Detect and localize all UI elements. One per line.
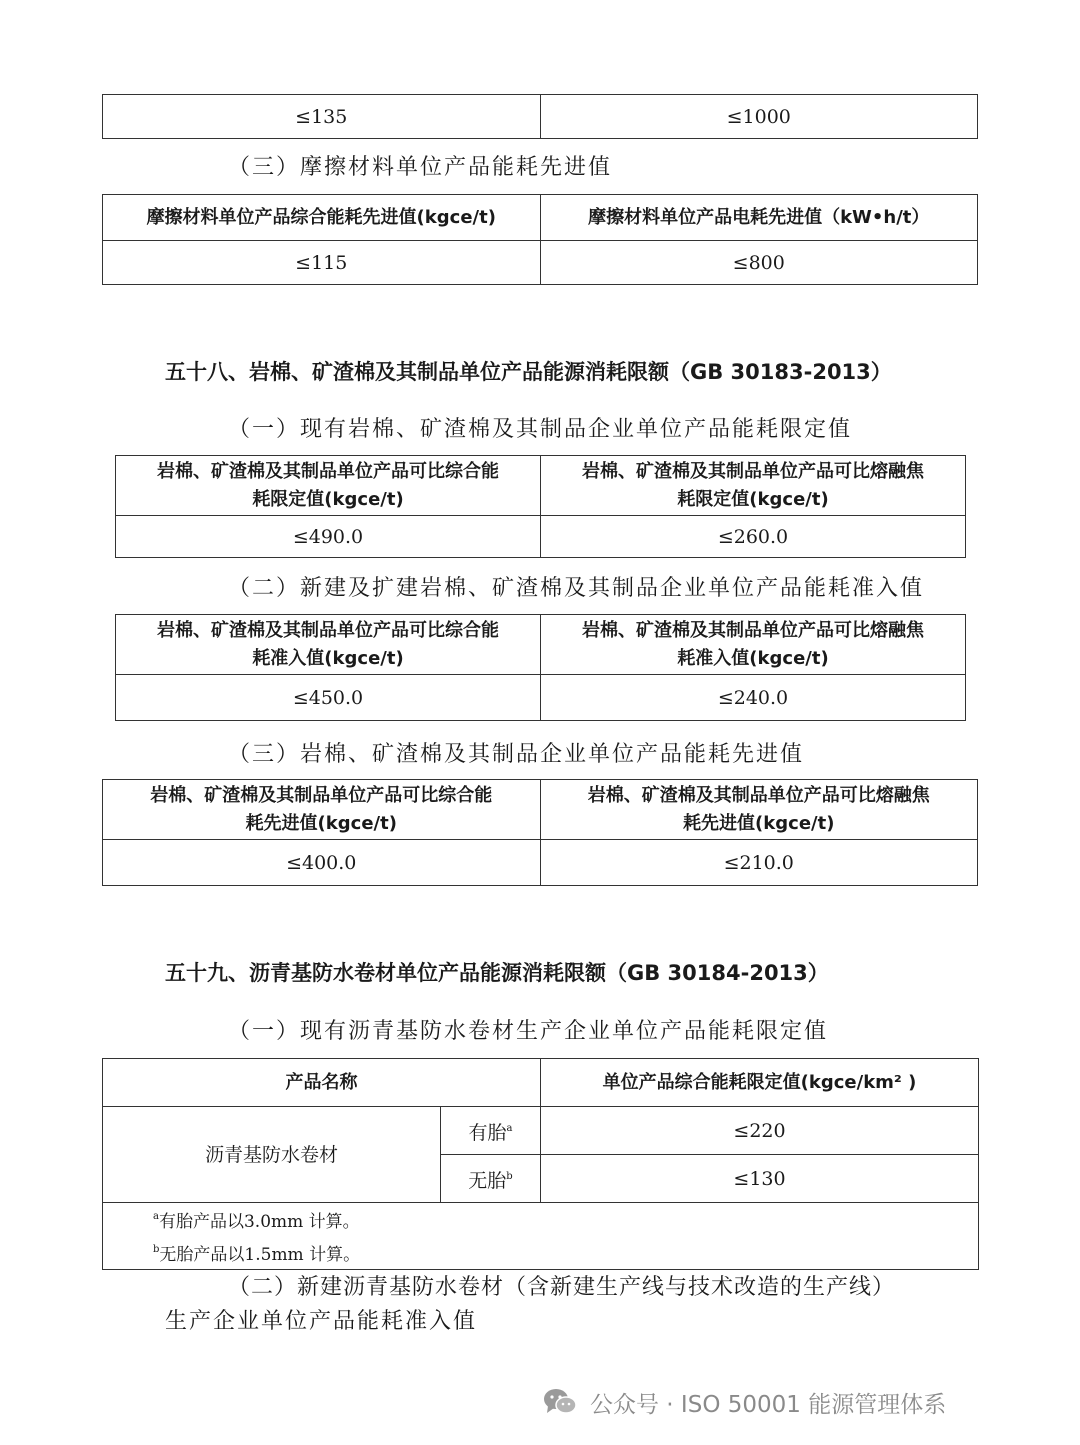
footnote-mark: a	[153, 1211, 159, 1222]
section-caption: （三）岩棉、矿渣棉及其制品企业单位产品能耗先进值	[228, 742, 805, 767]
cell-value: ≤135	[103, 95, 541, 139]
cell-value: ≤800	[540, 241, 978, 285]
cell-value: ≤115	[103, 241, 541, 285]
cell-value: ≤1000	[540, 95, 978, 139]
column-header: 摩擦材料单位产品综合能耗先进值(kgce/t)	[103, 195, 541, 241]
column-header	[116, 615, 541, 675]
cell-value: ≤220	[541, 1107, 979, 1155]
section-caption: （三）摩擦材料单位产品能耗先进值	[228, 155, 613, 180]
section-title: 五十九、沥青基防水卷材单位产品能源消耗限额（GB 30184-2013）	[165, 961, 829, 985]
table-asphalt-limit	[102, 1058, 979, 1270]
header-line: 岩棉、矿渣棉及其制品单位产品可比熔融焦	[582, 460, 924, 482]
section-title: 五十八、岩棉、矿渣棉及其制品单位产品能源消耗限额（GB 30183-2013）	[165, 360, 892, 384]
header-line: 耗限定值(kgce/t)	[677, 488, 829, 510]
header-line: 岩棉、矿渣棉及其制品单位产品可比熔融焦	[587, 784, 930, 806]
cell-value: ≤130	[541, 1155, 979, 1203]
type-label: 有胎	[468, 1121, 507, 1144]
footnote-text: 有胎产品以3.0mm 计算。	[158, 1212, 360, 1232]
footnote-text: 无胎产品以1.5mm 计算。	[159, 1245, 361, 1265]
table-rockwool-advanced	[102, 779, 978, 886]
column-header	[541, 615, 966, 675]
section-caption: （二）新建沥青基防水卷材（含新建生产线与技术改造的生产线）	[228, 1275, 896, 1300]
watermark-text: 公众号 · ISO 50001 能源管理体系	[590, 1391, 947, 1418]
type-cell	[441, 1107, 541, 1155]
column-header: 摩擦材料单位产品电耗先进值（kW•h/t）	[540, 195, 978, 241]
cell-value: ≤400.0	[103, 840, 541, 886]
table-friction-advanced	[102, 194, 978, 285]
type-cell	[441, 1155, 541, 1203]
header-line: 岩棉、矿渣棉及其制品单位产品可比综合能	[157, 460, 499, 482]
footnote-mark: a	[506, 1122, 513, 1134]
product-name-cell: 沥青基防水卷材	[103, 1107, 441, 1203]
header-line: 耗限定值(kgce/t)	[252, 488, 404, 510]
header-line: 岩棉、矿渣棉及其制品单位产品可比综合能	[157, 619, 499, 641]
cell-value: ≤490.0	[116, 516, 541, 558]
column-header	[116, 456, 541, 516]
cell-value: ≤260.0	[541, 516, 966, 558]
column-header	[103, 780, 541, 840]
wechat-icon	[542, 1386, 578, 1418]
section-caption-continued: 生产企业单位产品能耗准入值	[165, 1309, 478, 1334]
footnote-mark: b	[153, 1244, 160, 1255]
footnote-mark: b	[506, 1170, 513, 1182]
header-line: 耗准入值(kgce/t)	[677, 647, 829, 669]
section-caption: （一）现有沥青基防水卷材生产企业单位产品能耗限定值	[228, 1019, 829, 1044]
table-rockwool-access	[115, 614, 966, 721]
header-line: 岩棉、矿渣棉及其制品单位产品可比熔融焦	[582, 619, 924, 641]
header-line: 耗准入值(kgce/t)	[252, 647, 404, 669]
header-line: 岩棉、矿渣棉及其制品单位产品可比综合能	[150, 784, 493, 806]
header-line: 耗先进值(kgce/t)	[245, 812, 397, 834]
section-caption: （一）现有岩棉、矿渣棉及其制品企业单位产品能耗限定值	[228, 417, 853, 442]
section-caption: （二）新建及扩建岩棉、矿渣棉及其制品企业单位产品能耗准入值	[228, 576, 925, 601]
type-label: 无胎	[468, 1169, 507, 1192]
column-header	[540, 780, 978, 840]
table-rockwool-limit	[115, 455, 966, 558]
cell-value: ≤240.0	[541, 675, 966, 721]
table-top-fragment	[102, 94, 978, 139]
table-footnotes	[103, 1203, 979, 1270]
cell-value: ≤210.0	[540, 840, 978, 886]
watermark	[542, 1382, 946, 1422]
column-header: 单位产品综合能耗限定值(kgce/km² )	[541, 1059, 979, 1107]
column-header	[541, 456, 966, 516]
column-header: 产品名称	[103, 1059, 541, 1107]
header-line: 耗先进值(kgce/t)	[683, 812, 835, 834]
cell-value: ≤450.0	[116, 675, 541, 721]
